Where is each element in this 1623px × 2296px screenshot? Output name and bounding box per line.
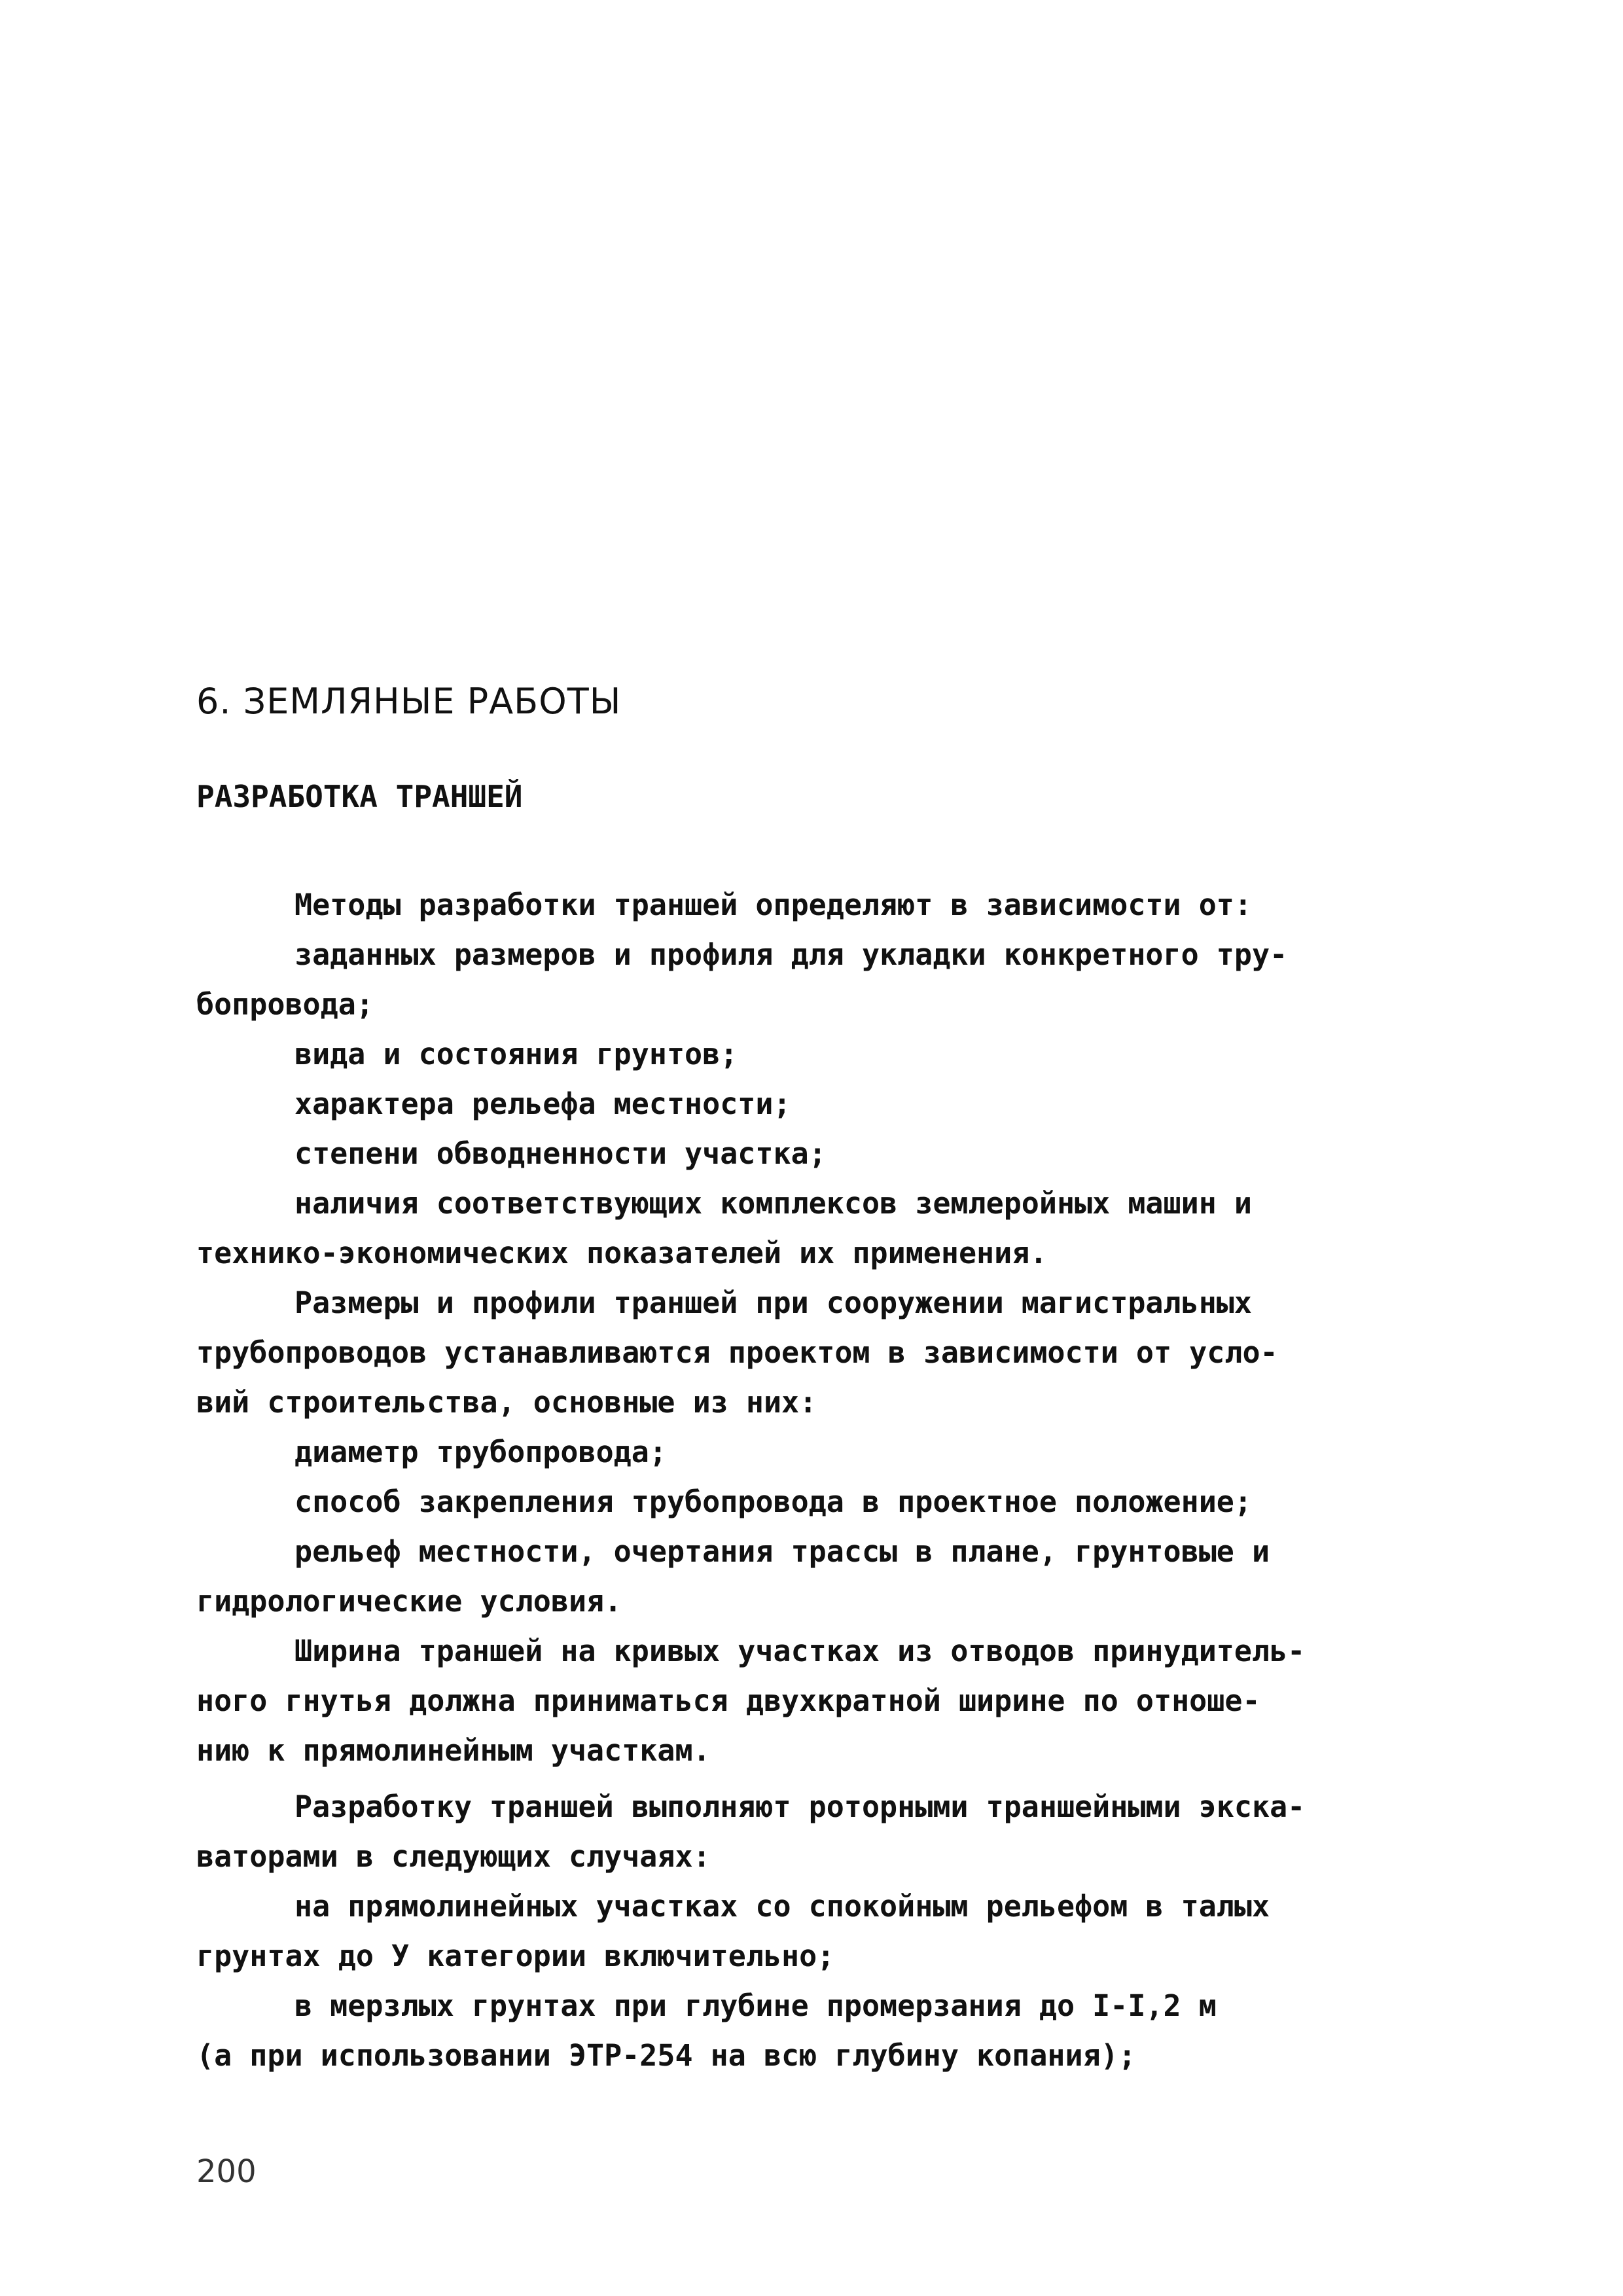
text-line: технико-экономических показателей их применения. [196, 1236, 1048, 1270]
text-line: бопровода; [196, 987, 374, 1022]
page-number: 200 [196, 2153, 257, 2190]
text-line: ного гнутья должна приниматься двухкратной ширине по отноше- [196, 1683, 1260, 1718]
text-line: ваторами в следующих случаях: [196, 1839, 711, 1874]
section-title: РАЗРАБОТКА ТРАНШЕЙ [196, 779, 523, 814]
text-line: наличия соответствующих комплексов землеройных машин и [294, 1186, 1252, 1221]
text-line: диаметр трубопровода; [294, 1435, 667, 1469]
text-line: грунтах до У категории включительно; [196, 1939, 835, 1973]
text-line: вида и состояния грунтов; [294, 1037, 738, 1071]
text-line: Разработку траншей выполняют роторными траншейными экска- [294, 1789, 1306, 1824]
text-line: (а при использовании ЭТР-254 на всю глубину копания); [196, 2038, 1136, 2073]
text-line: степени обводненности участка; [294, 1136, 827, 1171]
text-line: на прямолинейных участках со спокойным рельефом в талых [294, 1889, 1270, 1924]
text-line: вий строительства, основные из них: [196, 1385, 817, 1420]
text-line: гидрологические условия. [196, 1584, 622, 1619]
body-text [196, 880, 1420, 2081]
text-line: нию к прямолинейным участкам. [196, 1733, 711, 1768]
text-line: Ширина траншей на кривых участках из отводов принудитель- [294, 1634, 1306, 1668]
text-line: трубопроводов устанавливаются проектом в зависимости от усло- [196, 1335, 1278, 1370]
text-line: Размеры и профили траншей при сооружении магистральных [294, 1285, 1252, 1320]
text-line: характера рельефа местности; [294, 1086, 791, 1121]
text-line: Методы разработки траншей определяют в зависимости от: [294, 888, 1252, 922]
text-line: заданных размеров и профиля для укладки конкретного тру- [294, 937, 1288, 972]
text-line: способ закрепления трубопровода в проектное положение; [294, 1484, 1252, 1519]
text-line: рельеф местности, очертания трассы в плане, грунтовые и [294, 1534, 1270, 1569]
chapter-title: 6. ЗЕМЛЯНЫЕ РАБОТЫ [196, 681, 622, 722]
text-line: в мерзлых грунтах при глубине промерзания до I-I,2 м [294, 1988, 1217, 2023]
